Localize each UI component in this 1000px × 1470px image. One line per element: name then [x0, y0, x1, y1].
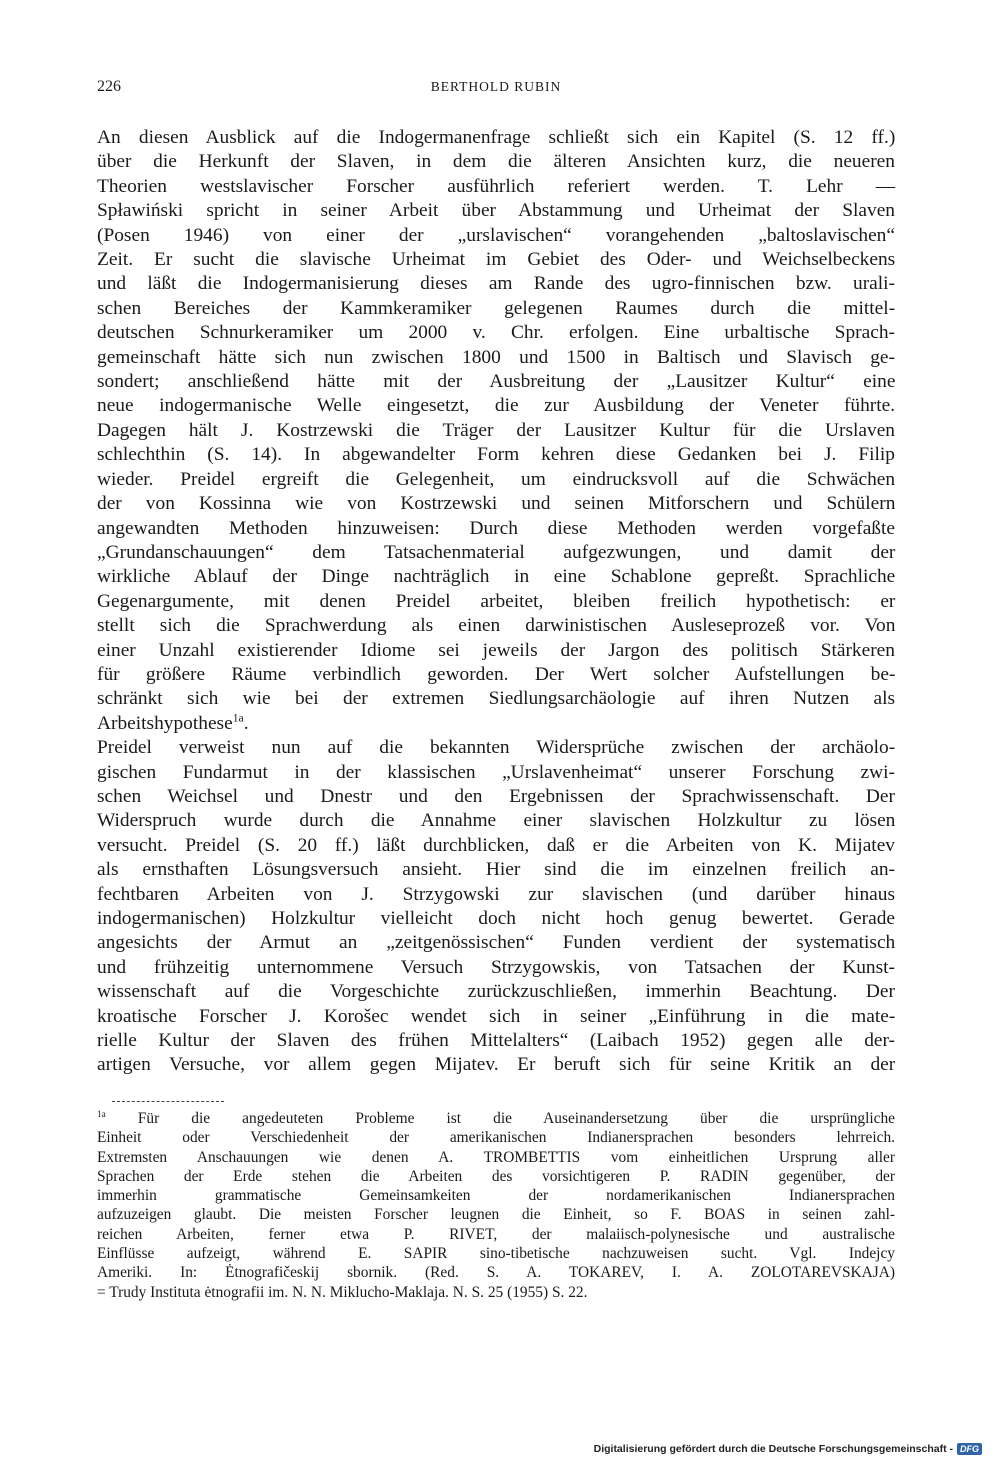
footnote-line: aufzuzeigen glaubt. Die meisten Forscher leugnen die Einheit, so F. BOAS in seinen zahl-: [97, 1206, 895, 1224]
footnote-text: Für die angedeuteten Probleme ist die Auseinandersetzung über die ursprüngliche: [137, 1110, 895, 1127]
text-line: Preidel verweist nun auf die bekannten Widersprüche zwischen der archäolo-: [97, 737, 896, 759]
text-line: sondert; anschließend hätte mit der Ausbreitung der „Lausitzer Kultur“ eine: [97, 371, 896, 393]
footnote-ref-suffix: .: [243, 712, 249, 734]
footnote-line: [97, 1109, 895, 1128]
text-line: gischen Fundarmut in der klassischen „Urslavenheimat“ unserer Forschung zwi-: [97, 761, 895, 783]
footnote-ref: 1a: [232, 711, 244, 725]
dfg-logo-icon: DFG: [957, 1443, 982, 1455]
text-line: Dagegen hält J. Kostrzewski die Träger der Lausitzer Kultur für die Urslaven: [97, 419, 895, 441]
footnote-line: Ameriki. In: Ėtnografičeskij sbornik. (Red. S. A. TOKAREV, I. A. ZOLOTAREVSKAJA): [97, 1264, 895, 1282]
footnote-separator: [112, 1101, 224, 1102]
text-line: schlechthin (S. 14). In abgewandelter Form kehren diese Gedanken bei J. Filip: [97, 444, 895, 466]
text-line: wirkliche Ablauf der Dinge nachträglich in eine Schablone gepreßt. Sprachliche: [97, 566, 896, 588]
text-line: indogermanischen) Holzkultur vielleicht doch nicht hoch genug bewertet. Gerade: [97, 908, 895, 929]
text-line: (Posen 1946) von einer der „urslavischen“ vorangehenden „baltoslavischen“: [97, 224, 895, 246]
text-line: angesichts der Armut an „zeitgenössischen“ Funden verdient der systematisch: [97, 932, 896, 954]
text-line: schen Bereiches der Kammkeramiker gelegenen Raumes durch die mittel-: [97, 297, 896, 319]
text-line-with-footnote-ref: [97, 712, 895, 736]
text-line: der von Kossinna wie von Kostrzewski und seinen Mitforschern und Schülern: [97, 493, 896, 515]
text-line: über die Herkunft der Slaven, in dem die älteren Ansichten kurz, die neueren: [97, 151, 895, 173]
text-line: als ernsthaften Lösungsversuch ansieht. Hier sind die im einzelnen freilich an-: [97, 859, 895, 881]
running-title: BERTHOLD RUBIN: [430, 79, 562, 94]
text-line: Zeit. Er sucht die slavische Urheimat im Gebiet des Oder- und Weichselbeckens: [97, 249, 896, 271]
footnote-line: Einflüsse aufzeigt, während E. SAPIR sino-tibetische nachzuweisen sucht. Vgl. Indejcy: [97, 1245, 895, 1263]
footnote-line: Sprachen der Erde stehen die Arbeiten des vorsichtigeren P. RADIN gegenüber, der: [97, 1167, 895, 1185]
text-line: An diesen Ausblick auf die Indogermanenfrage schließt sich ein Kapitel (S. 12 ff.): [97, 127, 896, 148]
text-line: versucht. Preidel (S. 20 ff.) läßt durchblicken, daß er die Arbeiten von K. Mijatev: [97, 834, 895, 856]
text-line: Gegenargumente, mit denen Preidel arbeitet, bleiben freilich hypothetisch: er: [97, 590, 896, 612]
text-line: wissenschaft auf die Vorgeschichte zurückzuschließen, immerhin Beachtung. Der: [97, 981, 895, 1003]
text-line: fechtbaren Arbeiten von J. Strzygowski zur slavischen (und darüber hinaus: [97, 883, 895, 905]
text-line: einer Unzahl existierender Idiome sei jeweils der Jargon des politisch Stärkeren: [97, 639, 895, 661]
main-text: [97, 126, 895, 1078]
footnote-line: = Trudy Instituta ėtnografii im. N. N. Miklucho-Maklaja. N. S. 25 (1955) S. 22.: [97, 1283, 588, 1301]
footnote-marker: 1a: [97, 1108, 106, 1119]
text-line: kroatische Forscher J. Korošec wendet sich in seiner „Einführung in die mate-: [97, 1005, 896, 1027]
digitization-stamp: [594, 1441, 982, 1457]
footnote-line: reichen Arbeiten, ferner etwa P. RIVET, der malaiisch-polynesische und australische: [97, 1225, 895, 1243]
footnote: [97, 1109, 895, 1302]
text-line: Spławiński spricht in seiner Arbeit über Abstammung und Urheimat der Slaven: [97, 200, 896, 222]
footnote-line: immerhin grammatische Gemeinsamkeiten der nordamerikanischen Indianersprachen: [97, 1187, 895, 1205]
text-line: artigen Versuche, vor allem gegen Mijatev. Er beruft sich für seine Kritik an der: [97, 1054, 896, 1076]
text-line: Arbeitshypothese: [97, 712, 233, 734]
text-line: Theorien westslavischer Forscher ausführlich referiert werden. T. Lehr —: [97, 175, 896, 197]
text-line: stellt sich die Sprachwerdung als einen darwinistischen Ausleseprozeß vor. Von: [97, 615, 896, 637]
text-line: schen Weichsel und Dnestr und den Ergebnissen der Sprachwissenschaft. Der: [97, 785, 895, 807]
footnote-line: Einheit oder Verschiedenheit der amerikanischen Indianersprachen besonders lehrreich.: [97, 1129, 895, 1147]
text-line: neue indogermanische Welle eingesetzt, die zur Ausbildung der Veneter führte.: [97, 395, 896, 417]
stamp-text: Digitalisierung gefördert durch die Deutsche Forschungsgemeinschaft -: [593, 1443, 953, 1455]
text-line: angewandten Methoden hinzuweisen: Durch diese Methoden werden vorgefaßte: [97, 517, 895, 539]
text-line: wieder. Preidel ergreift die Gelegenheit, um eindrucksvoll auf die Schwächen: [97, 468, 896, 490]
text-line: und läßt die Indogermanisierung dieses am Rande des ugro-finnischen bzw. urali-: [97, 273, 895, 295]
text-line: rielle Kultur der Slaven des frühen Mittelalters“ (Laibach 1952) gegen alle der-: [97, 1030, 896, 1052]
text-line: und frühzeitig unternommene Versuch Strzygowskis, von Tatsachen der Kunst-: [97, 956, 895, 978]
page-number: 226: [97, 78, 121, 95]
text-line: gemeinschaft hätte sich nun zwischen 1800 und 1500 in Baltisch und Slavisch ge-: [97, 346, 895, 368]
footnote-line: Extremsten Anschauungen wie denen A. TROMBETTIS vom einheitlichen Ursprung aller: [97, 1148, 895, 1166]
text-line: „Grundanschauungen“ dem Tatsachenmaterial aufgezwungen, und damit der: [97, 541, 896, 563]
text-line: Widerspruch wurde durch die Annahme einer slavischen Holzkultur zu lösen: [97, 810, 896, 832]
page-header: [97, 78, 895, 100]
text-line: für größere Räume verbindlich geworden. Der Wert solcher Aufstellungen be-: [97, 663, 896, 685]
text-line: deutschen Schnurkeramiker um 2000 v. Chr. erfolgen. Eine urbaltische Sprach-: [97, 322, 895, 344]
text-line: schränkt sich wie bei der extremen Siedlungsarchäologie auf ihren Nutzen als: [97, 688, 896, 710]
